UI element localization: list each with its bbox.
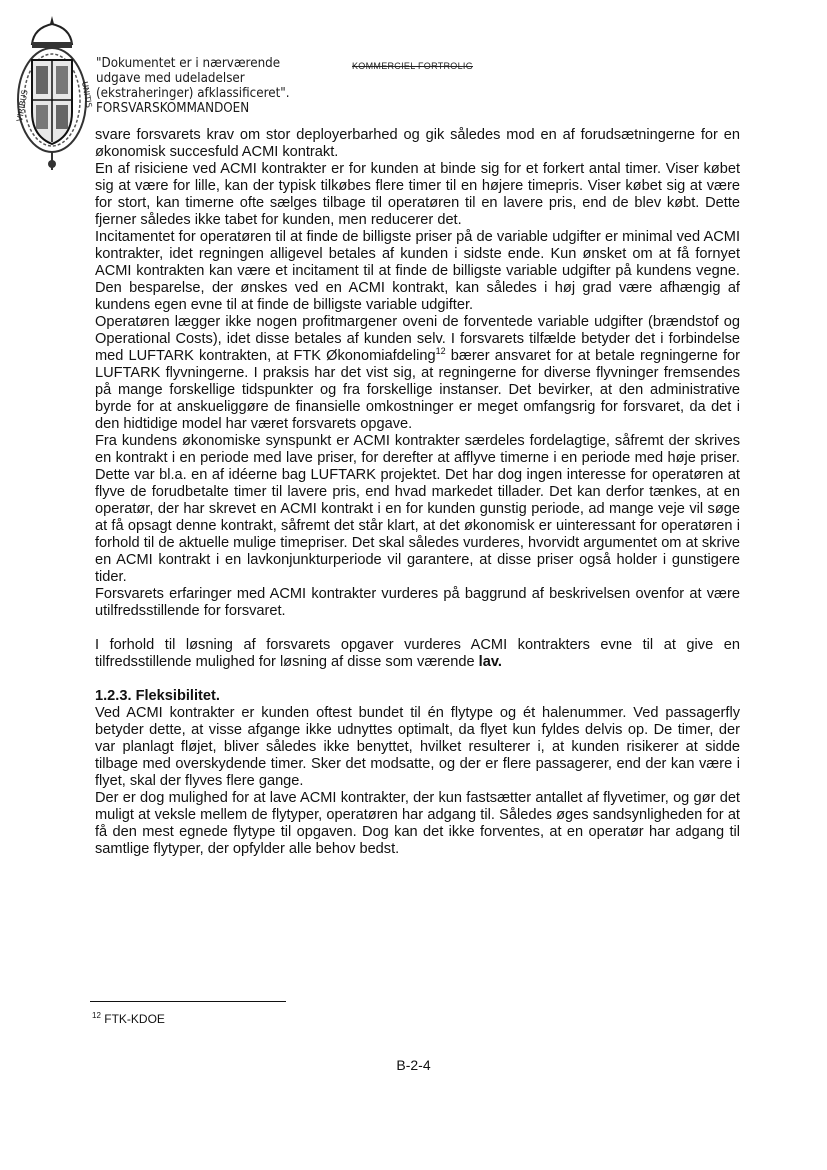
coat-of-arms-icon bbox=[14, 12, 94, 172]
conclusion-text: I forhold til løsning af forsvarets opgaver vurderes ACMI kontrakters evne til at give en tilfredsstillende mulighed for løsning af disse som værende bbox=[95, 637, 740, 670]
footnote-number: 12 bbox=[92, 1011, 101, 1020]
paragraph: Der er dog mulighed for at lave ACMI kontrakter, der kun fastsætter antallet af flyvetimer, og gør det muligt at veksle mellem de flytyper, operatøren har adgang til. Således øges sandsynligheden for at få den mest egnede flytype til opgaven. Dog kan det ikke forventes, at en operatør har adgang til samtlige flytyper, der opfylder alle behov bedst. bbox=[95, 790, 740, 857]
paragraph: Forsvarets erfaringer med ACMI kontrakter vurderes på baggrund af beskrivelsen ovenfor at være utilfredsstillende for forsvaret. bbox=[95, 586, 740, 619]
conclusion-paragraph bbox=[95, 637, 740, 671]
paragraph-text: bærer ansvaret for at betale regningerne for LUFTARK flyvningerne. I praksis har det vist sig, at regningerne for diverse flyvninger fremsendes på mange forskellige tidspunkter og fra forskellige instanser. Det bevirker, at den administrative byrde for at anskueliggøre de finansielle omkostninger er meget omfangsrig for forsvaret, da det i den hidtidige model har været forsvarets opgave. bbox=[95, 348, 740, 432]
classification-marking: KOMMERCIEL FORTROLIG bbox=[352, 61, 474, 71]
conclusion-rating: lav. bbox=[478, 654, 502, 670]
stamp-line: udgave med udeladelser bbox=[96, 71, 245, 86]
footnote-divider bbox=[90, 1001, 286, 1002]
paragraph: Fra kundens økonomiske synspunkt er ACMI kontrakter særdeles fordelagtige, såfremt der skrives en kontrakt i en periode med lave priser, for derefter at afflyve timerne i en periode med høje priser. Dette var bl.a. en af idéerne bag LUFTARK projektet. Det har dog ingen interesse for operatøren at flyve de forudbetalte timer til lavere pris, end hvad markedet tillader. Det kan derfor tænkes, at en operatør, der har skrevet en ACMI kontrakt i en for kunden gunstig periode, ad mange veje vil søge at få opsagt denne kontrakt, såfremt det står klart, at det økonomisk er uinteressant for operatøren i forhold til de aktuelle mulige timepriser. Det skal således vurderes, hvorvidt argumentet om at skrive en ACMI kontrakt i en lavkonjunkturperiode vil garantere, at disse priser også holder i gunstigere tider. bbox=[95, 433, 740, 585]
paragraph-with-footnote bbox=[95, 314, 740, 433]
paragraph: En af risiciene ved ACMI kontrakter er for kunden at binde sig for et forkert antal timer. Viser købet sig at være for lille, kan der typisk tilkøbes flere timer til en højere timepris. Viser købet sig at være for stort, kan timerne ofte sælges tilbage til operatøren til en lavere pris, end de blev købt. Dette fjerner således ikke tabet for kunden, men reducerer det. bbox=[95, 161, 740, 228]
stamp-line: FORSVARSKOMMANDOEN bbox=[96, 101, 250, 116]
footnote bbox=[92, 1012, 165, 1026]
document-body bbox=[95, 127, 740, 858]
svg-text:VIRIBUS: VIRIBUS bbox=[15, 89, 30, 123]
section-heading: 1.2.3. Fleksibilitet. bbox=[95, 688, 220, 704]
paragraph: Incitamentet for operatøren til at finde de billigste priser på de variable udgifter er minimal ved ACMI kontrakter, idet regningen alligevel betales af kunden i sidste ende. Kun ønsket om at få fornyet ACMI kontrakten kan være et incitament til at finde de billigste variable udgifter på kundens vegne. Den besparelse, der ønskes ved en ACMI kontrakt, kan således i høj grad være afhængig af kundens egen evne til at finde de billigste variable udgifter. bbox=[95, 229, 740, 313]
footnote-text: FTK-KDOE bbox=[100, 1012, 165, 1026]
paragraph: Ved ACMI kontrakter er kunden oftest bundet til én flytype og ét halenummer. Ved passagerfly betyder dette, at visse afgange ikke udnyttes optimalt, da flyet kun fyldes delvis op. De timer, der var planlagt fløjet, bliver således ikke benyttet, hvilket resulterer i, at kunden risikerer at sidde tilbage med overskydende timer. Sker det modsatte, og der er flere passagerer, end der kan være i flyet, skal der flyves flere gange. bbox=[95, 705, 740, 789]
paragraph: svare forsvarets krav om stor deployerbarhed og gik således mod en af forudsætningerne for en økonomisk succesfuld ACMI kontrakt. bbox=[95, 127, 740, 160]
svg-text:UNITIS: UNITIS bbox=[80, 80, 94, 109]
stamp-line: (ekstraheringer) afklassificeret". bbox=[96, 86, 290, 101]
page-number: B-2-4 bbox=[396, 1057, 431, 1073]
paragraph-text: Operatøren lægger ikke nogen profitmargener oveni de forventede variable udgifter (brændstof og Operational Costs), idet disse betales af kunden selv. I forsvarets tilfælde betyder det i forbindelse med LUFTARK kontrakten, at FTK Økonomiafdeling bbox=[95, 314, 740, 364]
footnote-reference[interactable]: 12 bbox=[435, 346, 446, 357]
declassification-stamp bbox=[96, 56, 290, 116]
stamp-line: "Dokumentet er i nærværende bbox=[96, 56, 281, 71]
